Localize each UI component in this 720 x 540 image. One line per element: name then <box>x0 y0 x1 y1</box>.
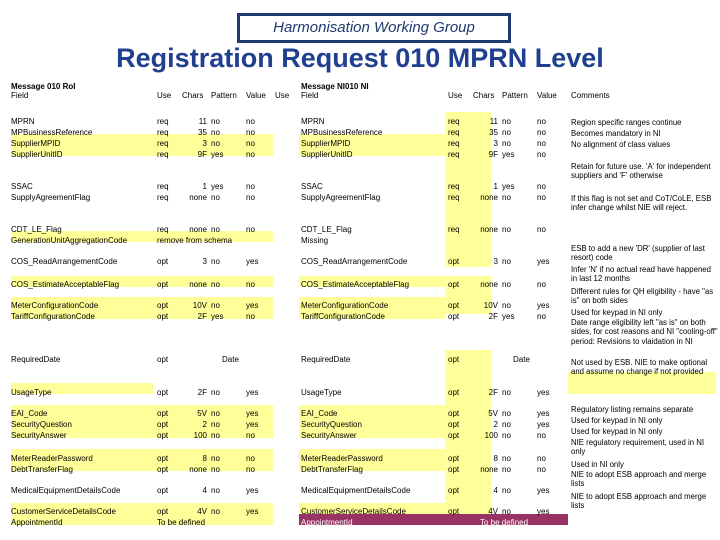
left-chars: 100 <box>193 431 207 440</box>
right-value: no <box>537 193 546 202</box>
right-use: opt <box>448 388 460 397</box>
comment-c13: Used for keypad in NI only <box>571 416 663 425</box>
left-value: no <box>246 150 255 159</box>
right-field: SupplierMPID <box>301 139 351 148</box>
right-header-3: Pattern <box>502 91 528 100</box>
left-pattern: no <box>211 388 220 397</box>
left-field: CustomerServiceDetailsCode <box>11 507 116 516</box>
right-value: no <box>537 117 546 126</box>
left-value: yes <box>246 507 259 516</box>
comment-c7: Infer 'N' if no actual read have happened in last 12 months <box>571 265 711 284</box>
comment-c2: Becomes mandatory in NI <box>571 129 661 138</box>
right-field: SupplierUnitID <box>301 150 353 159</box>
left-field: MedicalEquipmentDetailsCode <box>11 486 121 495</box>
left-use: opt <box>157 507 169 516</box>
left-use: opt <box>157 312 169 321</box>
left-header-1: Use <box>157 91 172 100</box>
left-chars: 5V <box>197 409 207 418</box>
right-value: yes <box>537 507 550 516</box>
right-pattern: no <box>502 117 511 126</box>
left-pattern: no <box>211 486 220 495</box>
right-field: COS_ReadArrangementCode <box>301 257 408 266</box>
left-value: no <box>246 280 255 289</box>
right-field: MPRN <box>301 117 325 126</box>
left-chars: 10V <box>192 301 207 310</box>
right-field: MPBusinessReference <box>301 128 383 137</box>
comment-c10: Date range eligibility left "as is" on both sides, for cost reasons and NI "cooling-off" period: Revisions to vlaidation in NI <box>571 318 718 346</box>
right-pattern: no <box>502 301 511 310</box>
left-use: req <box>157 225 169 234</box>
left-use: opt <box>157 431 169 440</box>
right-use: opt <box>448 431 460 440</box>
left-chars: 4V <box>197 507 207 516</box>
right-header-0: Field <box>301 91 319 100</box>
left-chars: 2F <box>197 388 207 397</box>
right-field: UsageType <box>301 388 342 397</box>
left-chars <box>167 518 207 528</box>
right-use: req <box>448 117 460 126</box>
comment-c8: Different rules for QH eligibility - have "as is" on both sides <box>571 287 714 306</box>
right-value: no <box>537 454 546 463</box>
left-pattern: no <box>211 280 220 289</box>
left-value: no <box>246 182 255 191</box>
right-chars: 35 <box>489 128 498 137</box>
left-field: SSAC <box>11 182 33 191</box>
right-chars: 9F <box>488 150 498 159</box>
right-chars: 11 <box>489 117 498 126</box>
right-field: RequiredDate <box>301 355 351 364</box>
right-chars: 3 <box>493 139 498 148</box>
left-use: opt <box>157 280 169 289</box>
right-use: opt <box>448 420 460 429</box>
right-value: yes <box>537 257 550 266</box>
left-chars: Date <box>222 355 239 364</box>
right-pattern: no <box>502 139 511 148</box>
right-pattern: no <box>502 409 511 418</box>
right-field: SSAC <box>301 182 323 191</box>
right-chars: none <box>480 193 498 202</box>
left-use: opt <box>157 301 169 310</box>
left-field: UsageType <box>11 388 52 397</box>
right-pattern: no <box>502 280 511 289</box>
right-chars: 5V <box>488 409 498 418</box>
left-pattern: yes <box>211 150 224 159</box>
right-header-1: Use <box>448 91 463 100</box>
left-value: no <box>246 117 255 126</box>
left-pattern: no <box>211 465 220 474</box>
right-pattern: no <box>502 507 511 516</box>
right-header-5: Comments <box>571 91 610 100</box>
right-chars: 2 <box>493 420 498 429</box>
right-use: req <box>448 139 460 148</box>
right-field: CDT_LE_Flag <box>301 225 352 234</box>
right-use: opt <box>448 486 460 495</box>
right-field: DebtTransferFlag <box>301 465 363 474</box>
left-value: no <box>246 312 255 321</box>
right-field: AppointmentId <box>301 518 353 527</box>
right-pattern: no <box>502 193 511 202</box>
left-value: no <box>246 128 255 137</box>
left-field: COS_ReadArrangementCode <box>11 257 118 266</box>
right-use: req <box>448 225 460 234</box>
right-use: opt <box>448 465 460 474</box>
left-use: To be defined <box>157 518 206 527</box>
left-field: DebtTransferFlag <box>11 465 73 474</box>
right-value: yes <box>537 409 550 418</box>
right-use: opt <box>448 312 460 321</box>
right-field: EAI_Code <box>301 409 338 418</box>
page-title: Registration Request 010 MPRN Level <box>116 43 604 73</box>
left-field: RequiredDate <box>11 355 61 364</box>
comment-c1: Region specific ranges continue <box>571 118 682 127</box>
left-chars: 3 <box>202 257 207 266</box>
right-use: opt <box>448 507 460 516</box>
left-use: opt <box>157 454 169 463</box>
left-pattern: yes <box>211 182 224 191</box>
left-field: GenerationUnitAggregationCode <box>11 236 128 245</box>
left-chars: 8 <box>202 454 207 463</box>
left-header-2: Chars <box>182 91 204 100</box>
comment-c18: NIE to adopt ESB approach and merge lists <box>571 492 707 511</box>
right-pattern: no <box>502 257 511 266</box>
right-chars: 100 <box>484 431 498 440</box>
right-use: req <box>448 182 460 191</box>
left-header-3: Pattern <box>211 91 237 100</box>
left-pattern: no <box>211 507 220 516</box>
left-chars: 35 <box>198 128 207 137</box>
right-chars: 10V <box>483 301 498 310</box>
left-pattern: no <box>211 409 220 418</box>
left-chars: none <box>189 193 207 202</box>
comment-c11: Not used by ESB. NIE to make optional and assume no change if not provided <box>571 358 708 377</box>
right-use: opt <box>448 280 460 289</box>
comment-c12: Regulatory listing remains separate <box>571 405 694 414</box>
right-field: MeterConfigurationCode <box>301 301 389 310</box>
comment-c15: NIE regulatory requirement, used in NI only <box>571 438 705 457</box>
left-value: no <box>246 225 255 234</box>
left-value: no <box>246 139 255 148</box>
left-header-5: Use <box>275 91 290 100</box>
left-value: no <box>246 193 255 202</box>
comment-c4: Retain for future use. 'A' for independent suppliers and 'F' otherwise <box>571 162 711 181</box>
left-chars: 4 <box>202 486 207 495</box>
left-header-4: Value <box>246 91 266 100</box>
left-value: yes <box>246 486 259 495</box>
right-pattern: no <box>502 420 511 429</box>
left-use: remove from schema <box>157 236 233 245</box>
left-pattern: no <box>211 454 220 463</box>
left-chars: none <box>189 280 207 289</box>
left-chars <box>167 236 207 246</box>
right-pattern: no <box>502 465 511 474</box>
right-header-2: Chars <box>473 91 495 100</box>
right-value: no <box>537 128 546 137</box>
right-pattern: no <box>502 486 511 495</box>
right-value: no <box>537 431 546 440</box>
left-value: yes <box>246 420 259 429</box>
right-value: yes <box>537 388 550 397</box>
left-use: req <box>157 193 169 202</box>
left-use: opt <box>157 420 169 429</box>
left-field: SecurityAnswer <box>11 431 67 440</box>
left-chars: 3 <box>202 139 207 148</box>
left-chars: 9F <box>197 150 207 159</box>
left-field: SupplierMPID <box>11 139 61 148</box>
right-value: no <box>537 150 546 159</box>
left-field: EAI_Code <box>11 409 48 418</box>
right-value: yes <box>537 301 550 310</box>
left-chars: 2F <box>197 312 207 321</box>
left-value: yes <box>246 301 259 310</box>
right-chars: 8 <box>493 454 498 463</box>
right-pattern: yes <box>502 182 515 191</box>
comment-c17: NIE to adopt ESB approach and merge lists <box>571 470 707 489</box>
right-message-label: Message NI010 NI <box>301 82 369 91</box>
right-header-4: Value <box>537 91 557 100</box>
left-value: yes <box>246 409 259 418</box>
left-value: yes <box>246 388 259 397</box>
left-field: COS_EstimateAcceptableFlag <box>11 280 120 289</box>
right-chars <box>458 518 498 528</box>
left-use: req <box>157 182 169 191</box>
left-chars: none <box>189 465 207 474</box>
left-field: MeterConfigurationCode <box>11 301 99 310</box>
right-use: To be defined <box>480 518 529 527</box>
comment-c5: If this flag is not set and CoT/CoLE, ESB infer change whilst NIE will reject. <box>571 194 712 213</box>
right-field: CustomerServiceDetailsCode <box>301 507 406 516</box>
right-use: req <box>448 193 460 202</box>
left-pattern: no <box>211 301 220 310</box>
right-field: MedicalEquipmentDetailsCode <box>301 486 411 495</box>
left-pattern: no <box>211 193 220 202</box>
left-use: opt <box>157 355 169 364</box>
right-field: Missing <box>301 236 329 245</box>
right-pattern: no <box>502 388 511 397</box>
right-pattern: no <box>502 431 511 440</box>
left-field: SupplyAgreementFlag <box>11 193 91 202</box>
right-chars: 2F <box>488 312 498 321</box>
right-chars: none <box>480 280 498 289</box>
right-value: no <box>537 182 546 191</box>
left-header-0: Field <box>11 91 29 100</box>
left-use: opt <box>157 465 169 474</box>
left-field: SupplierUnitID <box>11 150 63 159</box>
right-use: opt <box>448 257 460 266</box>
right-use: req <box>448 150 460 159</box>
right-chars: none <box>480 225 498 234</box>
left-field: TariffConfigurationCode <box>11 312 95 321</box>
right-use: opt <box>448 355 460 364</box>
left-field: CDT_LE_Flag <box>11 225 62 234</box>
right-chars: 3 <box>493 257 498 266</box>
right-pattern: yes <box>502 150 515 159</box>
left-value: yes <box>246 257 259 266</box>
left-use: opt <box>157 257 169 266</box>
right-value: no <box>537 465 546 474</box>
right-use: opt <box>448 454 460 463</box>
right-field: TariffConfigurationCode <box>301 312 385 321</box>
left-pattern: no <box>211 431 220 440</box>
right-value: yes <box>537 486 550 495</box>
left-field: SecurityQuestion <box>11 420 72 429</box>
left-field: MPBusinessReference <box>11 128 93 137</box>
comment-c14: Used for keypad in NI only <box>571 427 663 436</box>
right-chars: 2F <box>488 388 498 397</box>
right-chars: none <box>480 465 498 474</box>
right-pattern: yes <box>502 312 515 321</box>
right-chars: 4 <box>493 486 498 495</box>
right-value: no <box>537 139 546 148</box>
left-field: AppointmentId <box>11 518 63 527</box>
right-field: SecurityQuestion <box>301 420 362 429</box>
left-pattern: no <box>211 225 220 234</box>
right-pattern: no <box>502 128 511 137</box>
left-pattern: yes <box>211 312 224 321</box>
left-use: opt <box>157 486 169 495</box>
left-field: MPRN <box>11 117 35 126</box>
comment-c9: Used for keypad in NI only <box>571 308 663 317</box>
right-value: no <box>537 312 546 321</box>
left-use: req <box>157 117 169 126</box>
comment-c16: Used in NI only <box>571 460 624 469</box>
right-chars: 4V <box>488 507 498 516</box>
left-chars: 1 <box>202 182 207 191</box>
right-use: req <box>448 128 460 137</box>
left-chars: 11 <box>198 117 207 126</box>
right-field: COS_EstimateAcceptableFlag <box>301 280 410 289</box>
right-chars: 1 <box>493 182 498 191</box>
left-use: req <box>157 139 169 148</box>
left-value: no <box>246 465 255 474</box>
right-value: yes <box>537 420 550 429</box>
right-field: SupplyAgreementFlag <box>301 193 381 202</box>
right-use: opt <box>448 301 460 310</box>
right-value: no <box>537 225 546 234</box>
right-pattern: no <box>502 454 511 463</box>
left-field: MeterReaderPassword <box>11 454 93 463</box>
left-value: no <box>246 454 255 463</box>
left-pattern: no <box>211 139 220 148</box>
left-chars: none <box>189 225 207 234</box>
right-field: MeterReaderPassword <box>301 454 383 463</box>
right-pattern: no <box>502 225 511 234</box>
right-use: opt <box>448 409 460 418</box>
left-chars: 2 <box>202 420 207 429</box>
left-value: no <box>246 431 255 440</box>
right-value: no <box>537 280 546 289</box>
left-pattern: no <box>211 257 220 266</box>
right-field: SecurityAnswer <box>301 431 357 440</box>
left-use: req <box>157 150 169 159</box>
comment-c6: ESB to add a new 'DR' (supplier of last resort) code <box>571 244 705 263</box>
right-chars: Date <box>513 355 530 364</box>
left-pattern: no <box>211 420 220 429</box>
working-group-banner: Harmonisation Working Group <box>237 13 511 43</box>
left-use: req <box>157 128 169 137</box>
left-pattern: no <box>211 128 220 137</box>
left-use: opt <box>157 388 169 397</box>
right-chars <box>458 236 498 246</box>
left-use: opt <box>157 409 169 418</box>
left-message-label: Message 010 RoI <box>11 82 76 91</box>
left-pattern: no <box>211 117 220 126</box>
comment-c3: No alignment of class values <box>571 140 671 149</box>
